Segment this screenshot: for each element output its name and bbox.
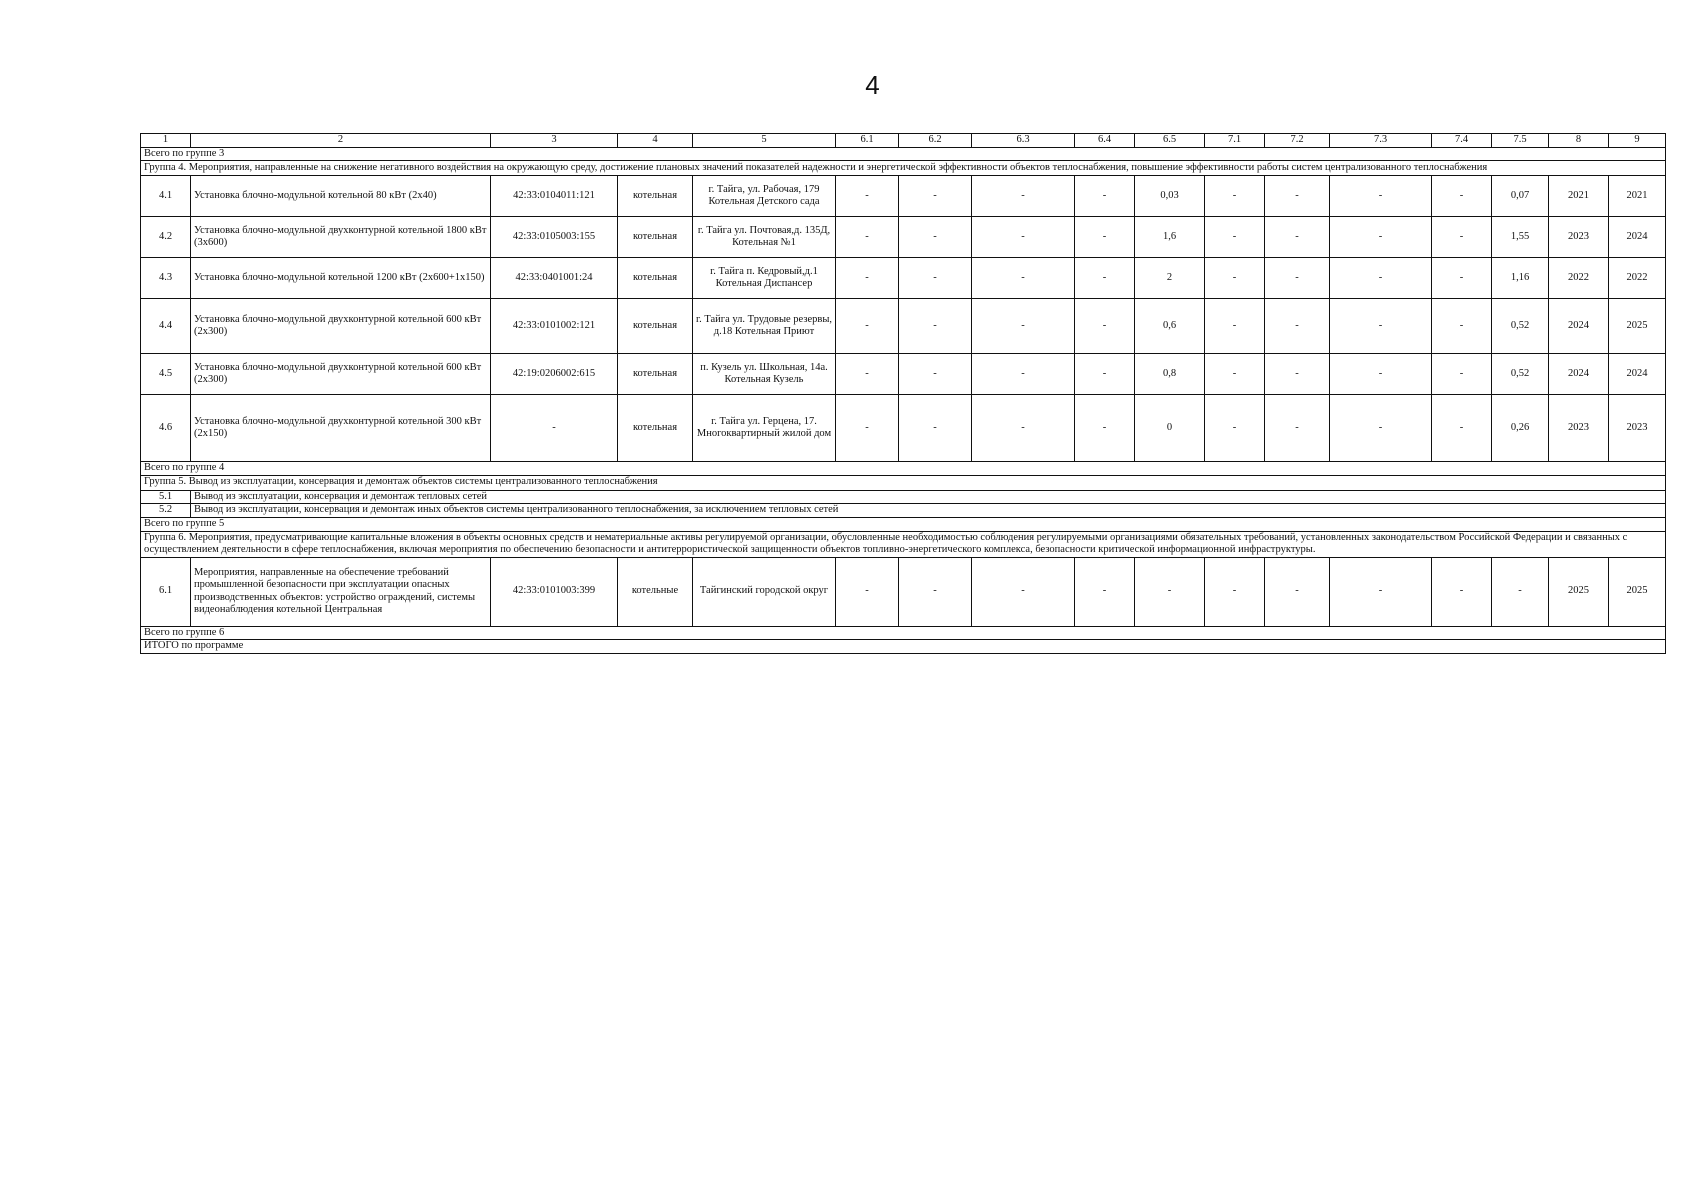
row-number: 4.1 [141, 176, 191, 217]
object-address: г. Тайга ул. Почтовая,д. 135Д, Котельная №1 [693, 217, 836, 258]
value-cell: - [1432, 258, 1492, 299]
header-cell: 6.4 [1075, 134, 1135, 148]
value-cell: - [1432, 176, 1492, 217]
cadastral-number: 42:33:0104011:121 [491, 176, 618, 217]
group-row [141, 161, 1666, 176]
program-table [140, 133, 1666, 654]
total-group-6: Всего по группе 6 [141, 626, 1666, 640]
measure-name: Установка блочно-модульной двухконтурной котельной 300 кВт (2х150) [191, 395, 491, 462]
value-cell: 0 [1135, 395, 1205, 462]
object-type: котельная [618, 395, 693, 462]
value-cell: 0,52 [1492, 354, 1549, 395]
header-cell: 8 [1549, 134, 1609, 148]
cadastral-number: 42:33:0105003:155 [491, 217, 618, 258]
table-row [141, 258, 1666, 299]
row-number: 5.2 [141, 504, 191, 518]
header-cell: 9 [1609, 134, 1666, 148]
value-cell: - [972, 299, 1075, 354]
header-cell: 2 [191, 134, 491, 148]
header-cell: 1 [141, 134, 191, 148]
value-cell: - [1075, 354, 1135, 395]
value-cell: - [1135, 557, 1205, 626]
value-cell: - [1265, 176, 1330, 217]
measure-name: Установка блочно-модульной двухконтурной котельной 1800 кВт (3х600) [191, 217, 491, 258]
object-type: котельные [618, 557, 693, 626]
value-cell: 2025 [1549, 557, 1609, 626]
value-cell: - [1265, 217, 1330, 258]
group-6-title: Группа 6. Мероприятия, предусматривающие капитальные вложения в объекты основных средств и нематериальные активы регулируемой организации, обусловленные необходимостью соблюдения регулируемыми организациями обязательных требований, установленных законодательством Российской Федерации и связанных с осуществлением деятельности в сфере теплоснабжения, включая мероприятия по обеспечению безопасности и антитеррористической защищенности объектов топливно-энергетического комплекса, безопасности критической информационной инфраструктуры. [141, 531, 1666, 557]
header-cell: 7.5 [1492, 134, 1549, 148]
value-cell: - [972, 354, 1075, 395]
row-number: 4.2 [141, 217, 191, 258]
value-cell: - [1265, 258, 1330, 299]
table-row [141, 557, 1666, 626]
value-cell: - [1265, 557, 1330, 626]
value-cell: - [899, 299, 972, 354]
value-cell: - [836, 176, 899, 217]
total-row [141, 462, 1666, 476]
value-cell: - [1432, 557, 1492, 626]
value-cell: - [1330, 217, 1432, 258]
value-cell: - [899, 354, 972, 395]
value-cell: - [972, 176, 1075, 217]
value-cell: 2023 [1549, 217, 1609, 258]
total-row [141, 147, 1666, 161]
value-cell: - [1205, 299, 1265, 354]
value-cell: 2021 [1609, 176, 1666, 217]
header-cell: 6.3 [972, 134, 1075, 148]
group-5-title: Группа 5. Вывод из эксплуатации, консервация и демонтаж объектов системы централизованного теплоснабжения [141, 475, 1666, 490]
row-number: 4.3 [141, 258, 191, 299]
value-cell: - [1432, 395, 1492, 462]
value-cell: - [1330, 176, 1432, 217]
measure-name: Установка блочно-модульной котельной 80 кВт (2х40) [191, 176, 491, 217]
object-type: котельная [618, 299, 693, 354]
measure-name: Установка блочно-модульной котельной 1200 кВт (2х600+1х150) [191, 258, 491, 299]
value-cell: - [1075, 557, 1135, 626]
value-cell: 2 [1135, 258, 1205, 299]
value-cell: - [899, 258, 972, 299]
value-cell: 0,03 [1135, 176, 1205, 217]
value-cell: - [1432, 217, 1492, 258]
value-cell: - [1075, 395, 1135, 462]
page-number: 4 [865, 70, 880, 100]
header-cell: 5 [693, 134, 836, 148]
object-address: Тайгинский городской округ [693, 557, 836, 626]
total-row [141, 640, 1666, 654]
value-cell: 2024 [1609, 354, 1666, 395]
value-cell: - [1265, 354, 1330, 395]
value-cell: 0,07 [1492, 176, 1549, 217]
table-row [141, 395, 1666, 462]
value-cell: - [1432, 299, 1492, 354]
value-cell: - [1432, 354, 1492, 395]
object-address: г. Тайга ул. Трудовые резервы, д.18 Котельная Приют [693, 299, 836, 354]
object-type: котельная [618, 217, 693, 258]
value-cell: 2022 [1609, 258, 1666, 299]
value-cell: 1,16 [1492, 258, 1549, 299]
measure-name: Вывод из эксплуатации, консервация и демонтаж тепловых сетей [191, 490, 1666, 504]
grand-total: ИТОГО по программе [141, 640, 1666, 654]
table-row [141, 176, 1666, 217]
row-number: 4.4 [141, 299, 191, 354]
value-cell: - [1330, 354, 1432, 395]
value-cell: 1,55 [1492, 217, 1549, 258]
object-type: котельная [618, 258, 693, 299]
table-row [141, 299, 1666, 354]
value-cell: - [899, 217, 972, 258]
value-cell: 2024 [1549, 299, 1609, 354]
header-cell: 6.5 [1135, 134, 1205, 148]
value-cell: - [1330, 395, 1432, 462]
value-cell: - [899, 395, 972, 462]
value-cell: - [1330, 557, 1432, 626]
value-cell: - [1205, 354, 1265, 395]
value-cell: - [899, 557, 972, 626]
measure-name: Установка блочно-модульной двухконтурной котельной 600 кВт (2х300) [191, 299, 491, 354]
table-row [141, 217, 1666, 258]
row-number: 5.1 [141, 490, 191, 504]
value-cell: 0,52 [1492, 299, 1549, 354]
value-cell: - [1265, 299, 1330, 354]
value-cell: 0,8 [1135, 354, 1205, 395]
value-cell: 2023 [1609, 395, 1666, 462]
value-cell: - [899, 176, 972, 217]
value-cell: - [836, 557, 899, 626]
header-cell: 6.2 [899, 134, 972, 148]
object-type: котельная [618, 176, 693, 217]
value-cell: 2021 [1549, 176, 1609, 217]
value-cell: - [836, 258, 899, 299]
value-cell: - [836, 217, 899, 258]
table-row [141, 490, 1666, 504]
value-cell: - [1205, 557, 1265, 626]
header-cell: 3 [491, 134, 618, 148]
measure-name: Мероприятия, направленные на обеспечение требований промышленной безопасности при эксплуатации опасных производственных объектов: устройство ограждений, системы видеонаблюдения котельной Центральная [191, 557, 491, 626]
value-cell: - [1330, 299, 1432, 354]
value-cell: 2025 [1609, 299, 1666, 354]
table-row [141, 354, 1666, 395]
value-cell: 2024 [1549, 354, 1609, 395]
value-cell: - [972, 258, 1075, 299]
object-address: г. Тайга п. Кедровый,д.1 Котельная Диспансер [693, 258, 836, 299]
value-cell: - [1205, 395, 1265, 462]
value-cell: 0,6 [1135, 299, 1205, 354]
value-cell: - [1265, 395, 1330, 462]
value-cell: - [1205, 258, 1265, 299]
group-row [141, 531, 1666, 557]
value-cell: - [1075, 176, 1135, 217]
value-cell: 2023 [1549, 395, 1609, 462]
header-cell: 4 [618, 134, 693, 148]
value-cell: - [1205, 176, 1265, 217]
value-cell: 1,6 [1135, 217, 1205, 258]
group-row [141, 475, 1666, 490]
value-cell: - [972, 557, 1075, 626]
header-cell: 7.1 [1205, 134, 1265, 148]
value-cell: - [836, 299, 899, 354]
measure-name: Вывод из эксплуатации, консервация и демонтаж иных объектов системы централизованного теплоснабжения, за исключением тепловых сетей [191, 504, 1666, 518]
cadastral-number: 42:33:0401001:24 [491, 258, 618, 299]
value-cell: - [1075, 217, 1135, 258]
total-group-4: Всего по группе 4 [141, 462, 1666, 476]
total-group-5: Всего по группе 5 [141, 517, 1666, 531]
value-cell: - [1075, 299, 1135, 354]
object-address: г. Тайга, ул. Рабочая, 179 Котельная Детского сада [693, 176, 836, 217]
value-cell: - [972, 217, 1075, 258]
value-cell: 2025 [1609, 557, 1666, 626]
cadastral-number: 42:33:0101002:121 [491, 299, 618, 354]
row-number: 4.5 [141, 354, 191, 395]
cadastral-number: - [491, 395, 618, 462]
cadastral-number: 42:33:0101003:399 [491, 557, 618, 626]
header-cell: 7.2 [1265, 134, 1330, 148]
value-cell: 2022 [1549, 258, 1609, 299]
value-cell: - [1330, 258, 1432, 299]
row-number: 4.6 [141, 395, 191, 462]
value-cell: - [836, 395, 899, 462]
value-cell: - [972, 395, 1075, 462]
value-cell: - [1075, 258, 1135, 299]
total-row [141, 517, 1666, 531]
value-cell: - [836, 354, 899, 395]
value-cell: 2024 [1609, 217, 1666, 258]
header-cell: 7.3 [1330, 134, 1432, 148]
header-row [141, 134, 1666, 148]
total-group-3: Всего по группе 3 [141, 147, 1666, 161]
value-cell: - [1205, 217, 1265, 258]
object-address: п. Кузель ул. Школьная, 14а. Котельная Кузель [693, 354, 836, 395]
cadastral-number: 42:19:0206002:615 [491, 354, 618, 395]
object-address: г. Тайга ул. Герцена, 17. Многоквартирный жилой дом [693, 395, 836, 462]
row-number: 6.1 [141, 557, 191, 626]
object-type: котельная [618, 354, 693, 395]
total-row [141, 626, 1666, 640]
table-row [141, 504, 1666, 518]
value-cell: 0,26 [1492, 395, 1549, 462]
header-cell: 7.4 [1432, 134, 1492, 148]
measure-name: Установка блочно-модульной двухконтурной котельной 600 кВт (2х300) [191, 354, 491, 395]
header-cell: 6.1 [836, 134, 899, 148]
value-cell: - [1492, 557, 1549, 626]
group-4-title: Группа 4. Мероприятия, направленные на снижение негативного воздействия на окружающую среду, достижение плановых значений показателей надежности и энергетической эффективности объектов теплоснабжения, повышение эффективности работы систем централизованного теплоснабжения [141, 161, 1666, 176]
